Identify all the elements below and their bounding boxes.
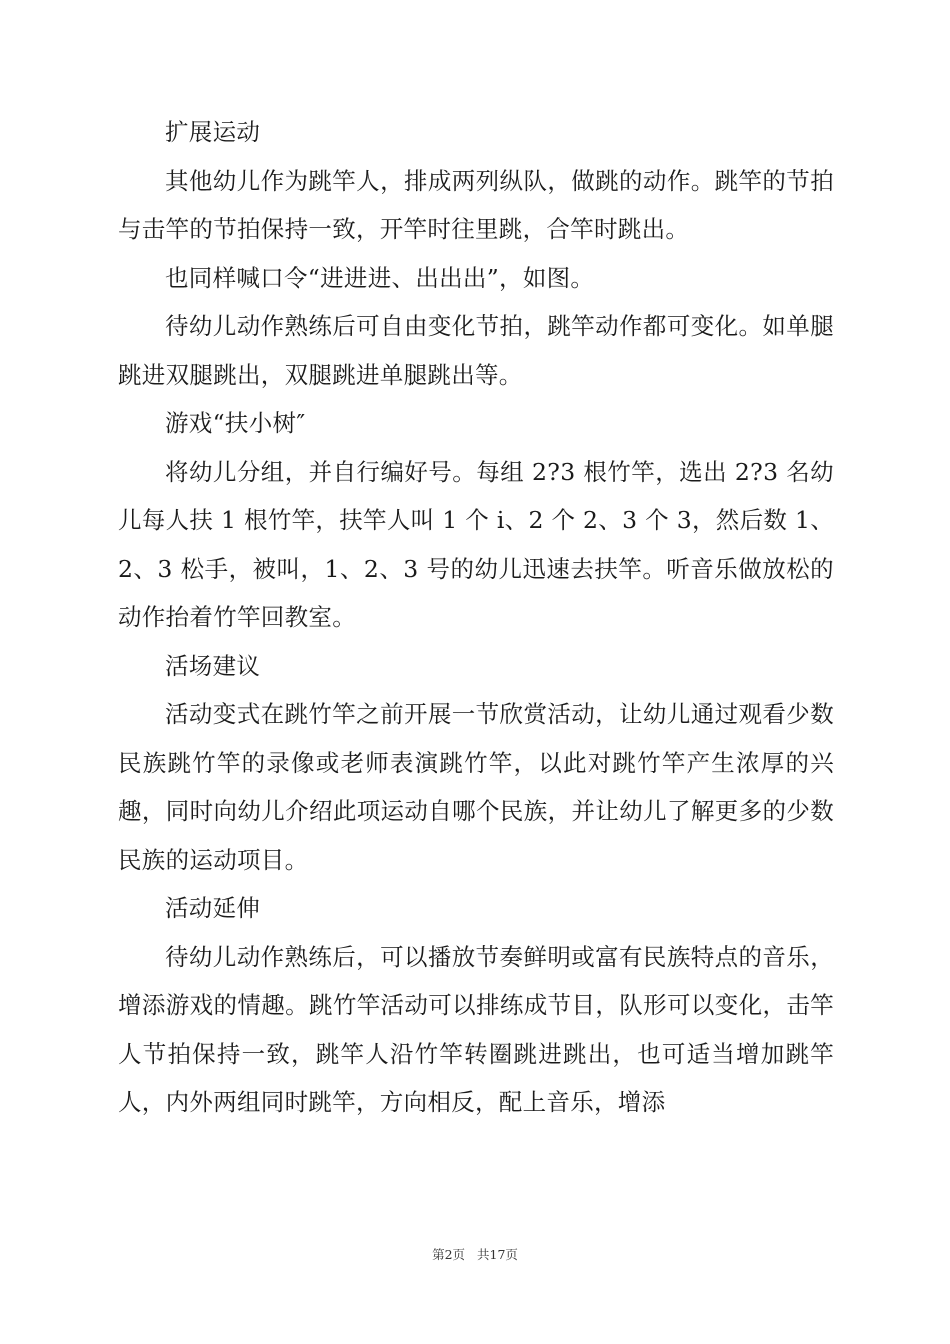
section-heading-suggestions: 活场建议 <box>165 651 261 680</box>
document-body <box>118 108 834 1127</box>
section-heading-extension: 活动延伸 <box>165 894 261 922</box>
paragraph: 待幼儿动作熟练后可自由变化节拍，跳竿动作都可变化。如单腿跳进双腿跳出，双腿跳进单腿跳出等。 <box>118 312 834 389</box>
paragraph: 待幼儿动作熟练后，可以播放节奏鲜明或富有民族特点的音乐，增添游戏的情趣。跳竹竿活动可以排练成节目，队形可以变化，击竿人节拍保持一致，跳竿人沿竹竿转圈跳进跳出，也可适当增加跳竿人，内外两组同时跳竿，方向相反，配上音乐，增添 <box>118 942 834 1116</box>
paragraph: 其他幼儿作为跳竿人，排成两列纵队，做跳的动作。跳竿的节拍与击竿的节拍保持一致，开竿时往里跳，合竿时跳出。 <box>118 166 834 243</box>
paragraph: 也同样喊口令“进进进、出出出”，如图。 <box>165 263 595 292</box>
page-number: 第2页 <box>432 1247 466 1262</box>
paragraph: 将幼儿分组，并自行编好号。每组 2?3 根竹竿，选出 2?3 名幼儿每人扶 1 根竹竿，扶竿人叫 1 个 i、2 个 2、3 个 3，然后数 1、2、3 松手，被叫，1、2、3 号的幼儿迅速去扶竿。听音乐做放松的动作抬着竹竿回教室。 <box>118 457 834 631</box>
page-total: 共17页 <box>477 1247 518 1262</box>
section-heading-expand-exercise: 扩展运动 <box>165 118 261 146</box>
section-heading-game: 游戏“扶小树″ <box>165 409 306 437</box>
paragraph: 活动变式在跳竹竿之前开展一节欣赏活动，让幼儿通过观看少数民族跳竹竿的录像或老师表演跳竹竿，以此对跳竹竿产生浓厚的兴趣，同时向幼儿介绍此项运动自哪个民族，并让幼儿了解更多的少数民族的运动项目。 <box>118 700 834 874</box>
page-footer <box>0 1245 950 1263</box>
